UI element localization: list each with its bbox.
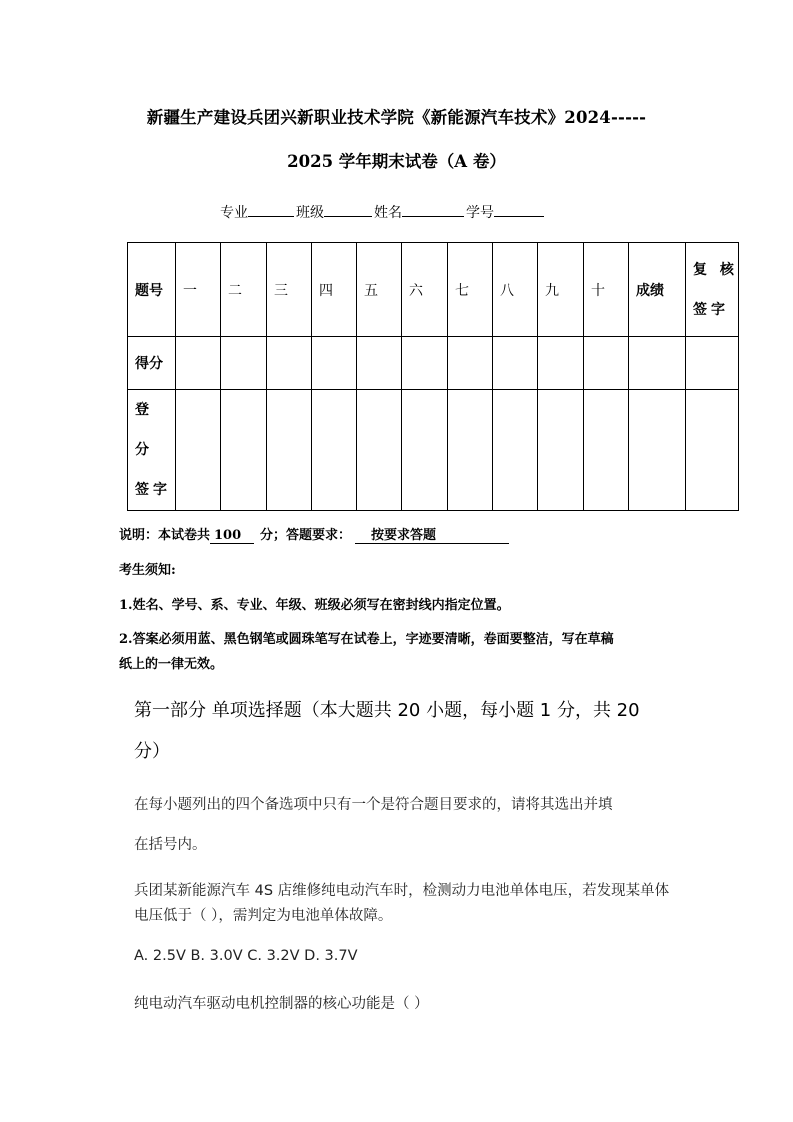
sign-cell[interactable]	[629, 390, 686, 511]
id-label: 学号	[466, 205, 494, 221]
score-cell[interactable]	[176, 337, 221, 390]
student-info-line	[220, 201, 546, 222]
header-cell-question-no: 题号	[128, 243, 176, 337]
score-cell[interactable]	[221, 337, 267, 390]
part1-title-line2: 分）	[134, 741, 170, 762]
score-cell[interactable]	[448, 337, 493, 390]
sign-cell[interactable]	[357, 390, 402, 511]
student-id-field[interactable]	[494, 201, 544, 217]
major-field[interactable]	[248, 201, 294, 217]
question-1-stem-line2: 电压低于（ ），需判定为电池单体故障。	[134, 908, 393, 924]
class-field[interactable]	[324, 201, 372, 217]
sign-cell[interactable]	[402, 390, 448, 511]
score-cell[interactable]	[402, 337, 448, 390]
header-cell-9: 九	[538, 243, 584, 337]
name-field[interactable]	[402, 201, 464, 217]
total-score-value: 100	[210, 528, 254, 544]
score-cell[interactable]	[493, 337, 538, 390]
sign-cell[interactable]	[584, 390, 629, 511]
header-cell-2: 二	[221, 243, 267, 337]
score-row-label: 得分	[128, 337, 176, 390]
header-cell-5: 五	[357, 243, 402, 337]
question-number-row	[128, 243, 739, 337]
question-2-stem: 纯电动汽车驱动电机控制器的核心功能是（ ）	[134, 996, 429, 1012]
desc-mid: 分；答题要求：	[260, 528, 352, 543]
score-cell[interactable]	[357, 337, 402, 390]
sign-cell[interactable]	[312, 390, 357, 511]
sign-cell[interactable]	[448, 390, 493, 511]
sign-cell[interactable]	[221, 390, 267, 511]
answer-requirement-value: 按要求答题	[355, 528, 509, 544]
header-cell-7: 七	[448, 243, 493, 337]
score-cell[interactable]	[312, 337, 357, 390]
exam-title-line1: 新疆生产建设兵团兴新职业技术学院《新能源汽车技术》2024-----	[146, 108, 647, 127]
score-table	[127, 242, 739, 511]
header-cell-10: 十	[584, 243, 629, 337]
class-label: 班级	[296, 205, 324, 221]
notice-title: 考生须知:	[119, 563, 176, 578]
register-sign-row	[128, 390, 739, 511]
sign-cell[interactable]	[267, 390, 312, 511]
sign-cell[interactable]	[493, 390, 538, 511]
sign-cell[interactable]	[538, 390, 584, 511]
score-cell-total[interactable]	[629, 337, 686, 390]
header-cell-total: 成绩	[629, 243, 686, 337]
score-row	[128, 337, 739, 390]
register-sign-label	[128, 390, 176, 511]
part1-title-line1: 第一部分 单项选择题（本大题共 20 小题，每小题 1 分，共 20	[134, 700, 640, 721]
header-cell-6: 六	[402, 243, 448, 337]
desc-prefix: 说明：本试卷共	[119, 528, 211, 543]
review-sign-line2: 签字	[693, 301, 729, 318]
part1-intro-line1: 在每小题列出的四个备选项中只有一个是符合题目要求的，请将其选出并填	[134, 797, 613, 813]
score-cell[interactable]	[538, 337, 584, 390]
review-sign-line1: 复 核	[693, 261, 738, 278]
score-cell-review[interactable]	[686, 337, 739, 390]
notice-2-line2: 纸上的一律无效。	[119, 657, 224, 672]
sign-cell[interactable]	[686, 390, 739, 511]
header-cell-3: 三	[267, 243, 312, 337]
name-label: 姓名	[374, 205, 402, 221]
register-line2: 签字	[135, 482, 171, 498]
notice-1: 1.姓名、学号、系、专业、年级、班级必须写在密封线内指定位置。	[119, 598, 510, 613]
question-1-options: A. 2.5V B. 3.0V C. 3.2V D. 3.7V	[134, 948, 358, 964]
question-1-stem-line1: 兵团某新能源汽车 4S 店维修纯电动汽车时，检测动力电池单体电压，若发现某单体	[134, 883, 670, 899]
major-label: 专业	[220, 205, 248, 221]
register-line1: 登 分	[135, 402, 153, 458]
header-cell-8: 八	[493, 243, 538, 337]
score-cell[interactable]	[584, 337, 629, 390]
header-cell-1: 一	[176, 243, 221, 337]
part1-intro-line2: 在括号内。	[134, 837, 207, 853]
notice-2-line1: 2.答案必须用蓝、黑色钢笔或圆珠笔写在试卷上，字迹要清晰，卷面要整洁，写在草稿	[119, 632, 614, 647]
header-cell-review-sign	[686, 243, 739, 337]
exam-description	[119, 524, 509, 544]
header-cell-4: 四	[312, 243, 357, 337]
exam-title-line2: 2025 学年期末试卷（A 卷）	[287, 152, 506, 171]
sign-cell[interactable]	[176, 390, 221, 511]
score-cell[interactable]	[267, 337, 312, 390]
